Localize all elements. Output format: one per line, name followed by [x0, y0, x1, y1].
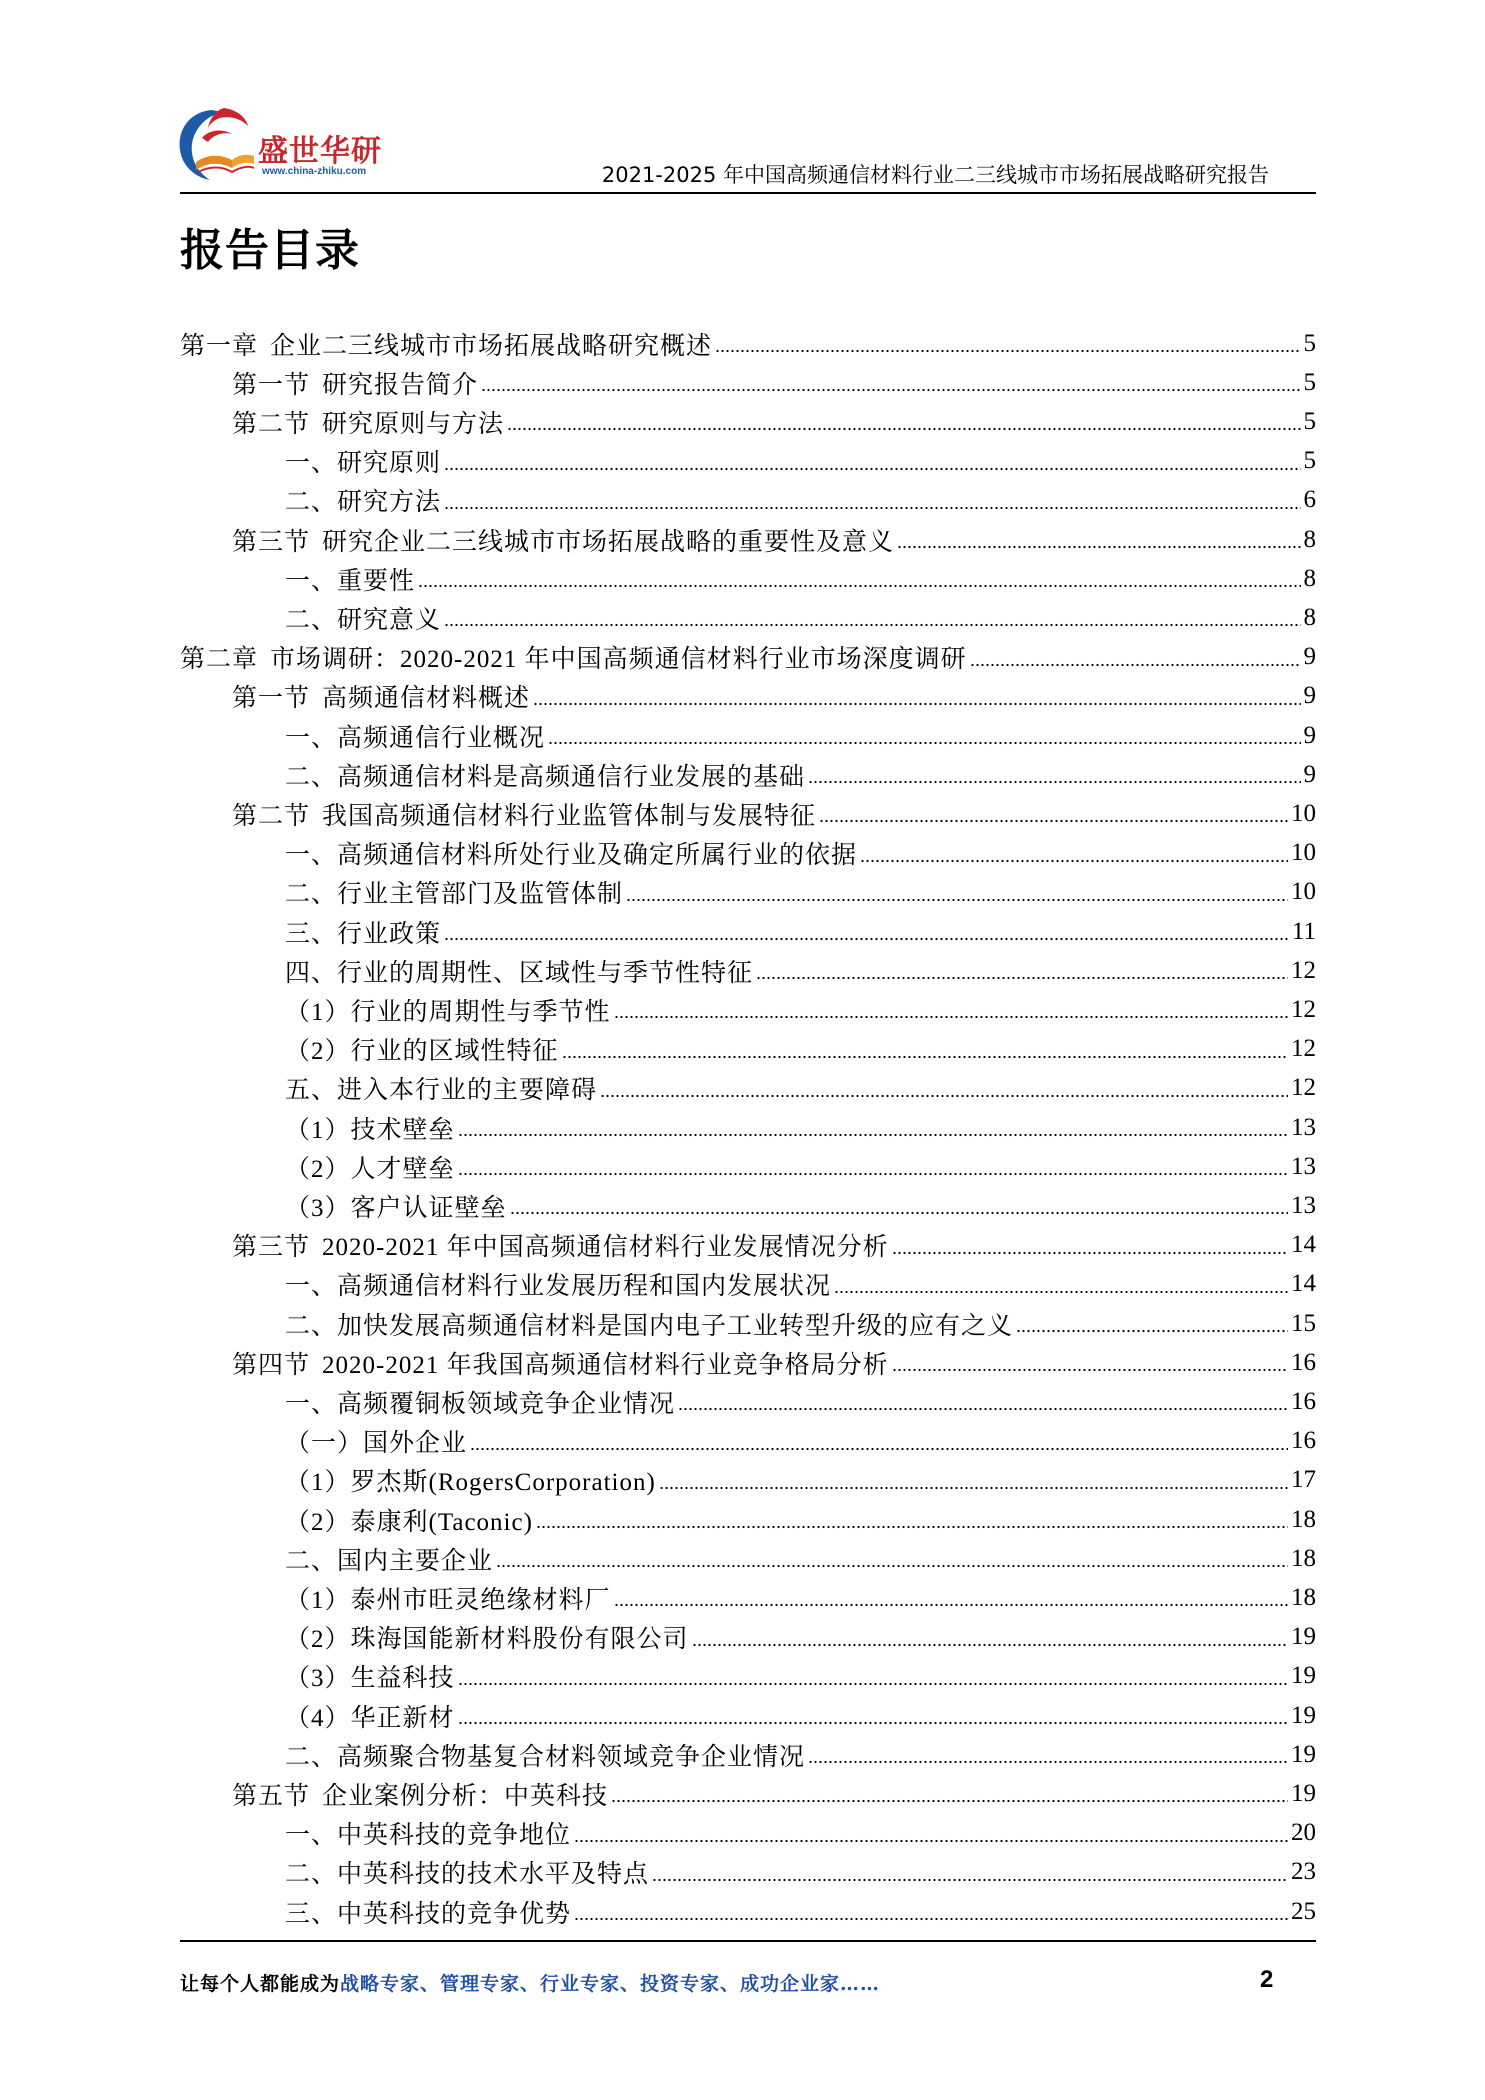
toc-page-number: 9: [1303, 760, 1316, 788]
toc-entry-title: （一）国外企业: [285, 1430, 468, 1458]
toc-dot-leader: [600, 1094, 1288, 1098]
toc-page-number: 19: [1291, 1779, 1316, 1807]
toc-dot-leader: [458, 1172, 1288, 1176]
toc-entry-title: 我国高频通信材料行业监管体制与发展特征: [322, 802, 817, 830]
toc-page-number: 8: [1303, 564, 1316, 592]
page-number: 2: [1260, 1966, 1274, 1993]
toc-entry-title: 二、行业主管部门及监管体制: [285, 881, 624, 909]
toc-item[interactable]: [285, 1147, 1316, 1186]
toc-page-number: 12: [1291, 956, 1316, 984]
toc-entry-title: 研究原则与方法: [322, 410, 505, 438]
toc-entry-title: 四、行业的周期性、区域性与季节性特征: [285, 959, 754, 987]
toc-item[interactable]: [285, 1696, 1316, 1735]
toc-page-number: 16: [1291, 1427, 1316, 1455]
toc-chapter[interactable]: [180, 324, 1316, 363]
toc-item[interactable]: [285, 716, 1316, 755]
toc-entry-title: 一、研究原则: [285, 450, 442, 478]
toc-item[interactable]: [285, 1853, 1316, 1892]
toc-entry-title: 三、中英科技的竞争优势: [285, 1900, 572, 1928]
toc-entry-label: 第五节: [232, 1782, 311, 1810]
toc-page-number: 5: [1303, 368, 1316, 396]
toc-page-number: 13: [1291, 1191, 1316, 1219]
toc-dot-leader: [458, 1721, 1288, 1725]
toc-page-number: 5: [1303, 329, 1316, 357]
toc-entry-title: 一、重要性: [285, 567, 416, 595]
toc-entry-title: （2）人才壁垒: [285, 1155, 455, 1183]
toc-page-number: 5: [1303, 407, 1316, 435]
toc-page-number: 13: [1291, 1152, 1316, 1180]
toc-dot-leader: [444, 467, 1300, 471]
toc-entry-label: 第二章: [180, 646, 259, 674]
toc-dot-leader: [756, 976, 1288, 980]
toc-entry-title: （1）行业的周期性与季节性: [285, 998, 611, 1026]
toc-page-number: 10: [1291, 839, 1316, 867]
toc-section[interactable]: [232, 402, 1316, 441]
toc-entry-title: 二、高频聚合物基复合材料领域竞争企业情况: [285, 1743, 806, 1771]
footer-slogan-prefix: 让每个人都能成为: [180, 1973, 341, 1995]
toc-entry-title: （1）罗杰斯(RogersCorporation): [285, 1469, 656, 1497]
toc-dot-leader: [834, 1290, 1288, 1294]
toc-page-number: 9: [1303, 682, 1316, 710]
toc-dot-leader: [418, 584, 1300, 588]
toc-dot-leader: [860, 859, 1288, 863]
toc-item[interactable]: [285, 481, 1316, 520]
toc-dot-leader: [614, 1603, 1288, 1607]
toc-dot-leader: [496, 1564, 1288, 1568]
toc-page-number: 20: [1291, 1819, 1316, 1847]
toc-dot-leader: [481, 388, 1300, 392]
toc-dot-leader: [507, 427, 1300, 431]
toc-dot-leader: [819, 819, 1288, 823]
toc-page-number: 12: [1291, 1035, 1316, 1063]
footer-slogan: [180, 1969, 880, 1996]
toc-entry-title: 市场调研：2020-2021 年中国高频通信材料行业市场深度调研: [270, 646, 967, 674]
brand-logo: [172, 104, 392, 186]
toc-dot-leader: [574, 1917, 1288, 1921]
toc-entry-title: 三、行业政策: [285, 920, 442, 948]
toc-dot-leader: [444, 506, 1300, 510]
toc-entry-label: 第二节: [232, 802, 311, 830]
toc-entry-label: 第三节: [232, 1234, 311, 1262]
logo-swoosh-icon: [172, 104, 256, 184]
toc-entry-title: 一、高频覆铜板领域竞争企业情况: [285, 1390, 676, 1418]
toc-page-number: 25: [1291, 1897, 1316, 1925]
toc-item[interactable]: [285, 1618, 1316, 1657]
toc-section[interactable]: [232, 794, 1316, 833]
toc-section[interactable]: [232, 1343, 1316, 1382]
toc-item[interactable]: [285, 1461, 1316, 1500]
header-divider: [180, 192, 1316, 194]
toc-dot-leader: [892, 1251, 1288, 1255]
toc-dot-leader: [536, 1525, 1288, 1529]
toc-item[interactable]: [285, 1814, 1316, 1853]
toc-entry-title: 二、中英科技的技术水平及特点: [285, 1861, 650, 1889]
toc-entry-title: （2）珠海国能新材料股份有限公司: [285, 1626, 689, 1654]
toc-dot-leader: [510, 1211, 1288, 1215]
toc-page-number: 10: [1291, 799, 1316, 827]
toc-item[interactable]: [285, 1735, 1316, 1774]
toc-entry-title: （3）生益科技: [285, 1665, 455, 1693]
toc-item[interactable]: [285, 834, 1316, 873]
toc-page-number: 9: [1303, 721, 1316, 749]
toc-page-number: 12: [1291, 995, 1316, 1023]
toc-entry-title: 一、中英科技的竞争地位: [285, 1822, 572, 1850]
toc-item[interactable]: [285, 1539, 1316, 1578]
toc-entry-title: （2）行业的区域性特征: [285, 1038, 559, 1066]
toc-dot-leader: [808, 780, 1300, 784]
toc-item[interactable]: [285, 598, 1316, 637]
toc-item[interactable]: [285, 1304, 1316, 1343]
toc-page-number: 11: [1291, 917, 1316, 945]
toc-item[interactable]: [285, 1186, 1316, 1225]
toc-entry-title: 一、高频通信材料所处行业及确定所属行业的依据: [285, 842, 858, 870]
toc-entry-title: 一、高频通信行业概况: [285, 724, 546, 752]
toc-item[interactable]: [285, 951, 1316, 990]
toc-entry-label: 第一节: [232, 371, 311, 399]
toc-entry-title: 企业二三线城市市场拓展战略研究概述: [270, 332, 713, 360]
toc-entry-title: （4）华正新材: [285, 1704, 455, 1732]
toc-dot-leader: [970, 663, 1301, 667]
toc-entry-title: 企业案例分析：中英科技: [322, 1782, 609, 1810]
toc-page-number: 6: [1303, 486, 1316, 514]
toc-page-number: 15: [1291, 1309, 1316, 1337]
toc-page-number: 18: [1291, 1505, 1316, 1533]
toc-dot-leader: [614, 1015, 1288, 1019]
brand-url: www.china-zhiku.com: [262, 166, 367, 177]
toc-dot-leader: [470, 1447, 1288, 1451]
toc-dot-leader: [458, 1682, 1288, 1686]
toc-entry-title: 二、研究方法: [285, 489, 442, 517]
toc-entry-title: 二、国内主要企业: [285, 1547, 494, 1575]
toc-entry-title: （3）客户认证壁垒: [285, 1194, 507, 1222]
brand-name: 盛世华研: [258, 134, 382, 169]
toc-item[interactable]: [285, 755, 1316, 794]
toc-section[interactable]: [232, 520, 1316, 559]
toc-dot-leader: [533, 702, 1300, 706]
toc-dot-leader: [715, 349, 1300, 353]
toc-item[interactable]: [285, 1500, 1316, 1539]
toc-dot-leader: [652, 1878, 1288, 1882]
toc-entry-title: 五、进入本行业的主要障碍: [285, 1077, 598, 1105]
toc-dot-leader: [659, 1486, 1288, 1490]
toc-page-number: 9: [1303, 643, 1316, 671]
toc-dot-leader: [458, 1133, 1288, 1137]
toc-entry-label: 第三节: [232, 528, 311, 556]
toc-item[interactable]: [285, 873, 1316, 912]
toc-dot-leader: [548, 741, 1300, 745]
toc-page-number: 10: [1291, 878, 1316, 906]
toc-dot-leader: [678, 1407, 1288, 1411]
toc-item[interactable]: [285, 1422, 1316, 1461]
toc-page-number: 13: [1291, 1113, 1316, 1141]
footer-slogan-highlight: 战略专家、管理专家、行业专家、投资专家、成功企业家……: [340, 1973, 881, 1995]
toc-entry-label: 第一章: [180, 332, 259, 360]
toc-item[interactable]: [285, 1657, 1316, 1696]
toc-entry-label: 第二节: [232, 410, 311, 438]
toc-page-number: 8: [1303, 603, 1316, 631]
toc-entry-title: 二、研究意义: [285, 606, 442, 634]
toc-item[interactable]: [285, 442, 1316, 481]
toc-item[interactable]: [285, 559, 1316, 598]
toc-dot-leader: [626, 898, 1288, 902]
toc-page-number: 18: [1291, 1583, 1316, 1611]
toc-entry-title: （1）技术壁垒: [285, 1116, 455, 1144]
toc-dot-leader: [692, 1643, 1288, 1647]
toc-entry-title: 一、高频通信材料行业发展历程和国内发展状况: [285, 1273, 832, 1301]
toc-item[interactable]: [285, 1108, 1316, 1147]
toc-item[interactable]: [285, 990, 1316, 1029]
toc-item[interactable]: [285, 1892, 1316, 1931]
toc-page-number: 18: [1291, 1544, 1316, 1572]
page-title: 报告目录: [180, 225, 360, 276]
toc-entry-title: （2）泰康利(Taconic): [285, 1508, 533, 1536]
toc-page-number: 8: [1303, 525, 1316, 553]
footer-divider: [180, 1940, 1316, 1942]
toc-dot-leader: [444, 623, 1300, 627]
toc-dot-leader: [892, 1368, 1288, 1372]
toc-page-number: 19: [1291, 1740, 1316, 1768]
toc-entry-title: 二、高频通信材料是高频通信行业发展的基础: [285, 763, 806, 791]
toc-section[interactable]: [232, 1226, 1316, 1265]
toc-entry-title: 高频通信材料概述: [322, 685, 531, 713]
toc-page-number: 12: [1291, 1074, 1316, 1102]
toc-dot-leader: [562, 1055, 1288, 1059]
toc-page-number: 16: [1291, 1348, 1316, 1376]
toc-dot-leader: [808, 1760, 1288, 1764]
toc-entry-label: 第一节: [232, 685, 311, 713]
toc-page-number: 14: [1291, 1270, 1316, 1298]
toc-item[interactable]: [285, 1069, 1316, 1108]
toc-section[interactable]: [232, 1774, 1316, 1813]
toc-dot-leader: [574, 1839, 1288, 1843]
toc-entry-title: 二、加快发展高频通信材料是国内电子工业转型升级的应有之义: [285, 1312, 1014, 1340]
toc-dot-leader: [444, 937, 1289, 941]
toc-page-number: 16: [1291, 1387, 1316, 1415]
toc-entry-title: 2020-2021 年中国高频通信材料行业发展情况分析: [322, 1234, 889, 1262]
toc-page-number: 17: [1291, 1466, 1316, 1494]
toc-dot-leader: [1016, 1329, 1288, 1333]
toc-item[interactable]: [285, 1578, 1316, 1617]
toc-section[interactable]: [232, 363, 1316, 402]
toc-entry-title: （1）泰州市旺灵绝缘材料厂: [285, 1586, 611, 1614]
toc-page-number: 19: [1291, 1662, 1316, 1690]
toc-item[interactable]: [285, 1030, 1316, 1069]
toc-entry-title: 研究报告简介: [322, 371, 479, 399]
toc-item[interactable]: [285, 1382, 1316, 1421]
toc-page-number: 23: [1291, 1858, 1316, 1886]
toc-chapter[interactable]: [180, 638, 1316, 677]
toc-dot-leader: [611, 1799, 1288, 1803]
toc-entry-title: 研究企业二三线城市市场拓展战略的重要性及意义: [322, 528, 895, 556]
toc-page-number: 5: [1303, 447, 1316, 475]
toc-section[interactable]: [232, 677, 1316, 716]
report-title: 2021-2025 年中国高频通信材料行业二三线城市市场拓展战略研究报告: [601, 163, 1269, 187]
toc-item[interactable]: [285, 1265, 1316, 1304]
toc-dot-leader: [897, 545, 1300, 549]
toc-page-number: 19: [1291, 1623, 1316, 1651]
toc-entry-label: 第四节: [232, 1351, 311, 1379]
toc-entry-title: 2020-2021 年我国高频通信材料行业竞争格局分析: [322, 1351, 889, 1379]
toc-page-number: 19: [1291, 1701, 1316, 1729]
toc-item[interactable]: [285, 912, 1316, 951]
toc-page-number: 14: [1291, 1231, 1316, 1259]
